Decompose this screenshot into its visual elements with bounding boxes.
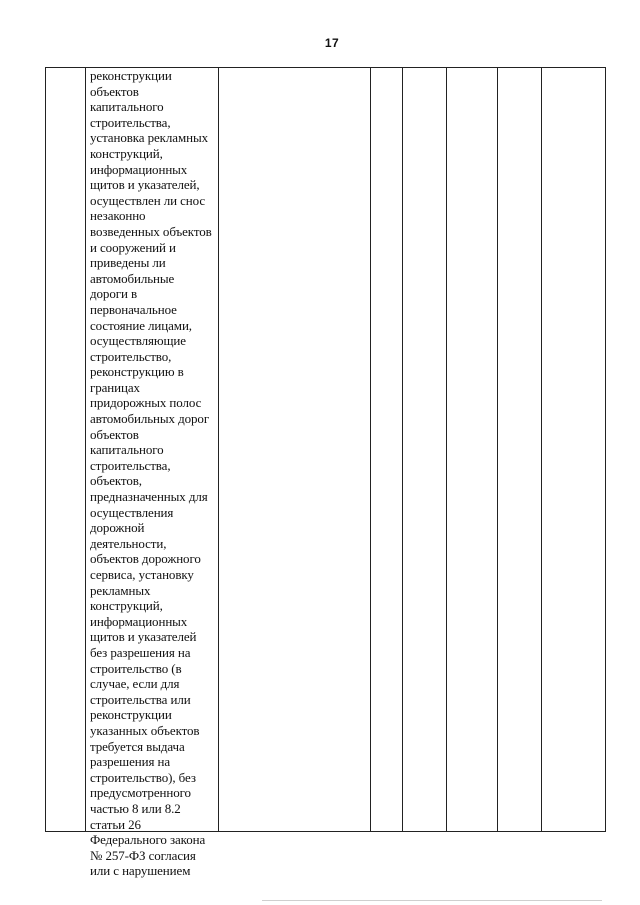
column-divider — [370, 68, 371, 831]
column-divider — [402, 68, 403, 831]
column-divider — [446, 68, 447, 831]
column-divider — [85, 68, 86, 831]
page-number: 17 — [324, 36, 340, 50]
document-table — [45, 67, 606, 879]
table-cell-text: реконструкции объектов капитального строительства, установка рекламных конструкций, информационных щитов и указателей, осуществлен ли снос незаконно возведенных объектов и сооружений и приведены ли автомобильные дороги в первоначальное состояние лицами, осуществляющие строительство, реконструкцию в границах придорожных полос автомобильных дорог объектов капитального строительства, объектов, предназначенных для осуществления дорожной деятельности, объектов дорожного сервиса, установку рекламных конструкций, информационных щитов и указателей без разрешения на строительство (в случае, если для строительства или реконструкции указанных объектов требуется выдача разрешения на строительство), без предусмотренного частью 8 или 8.2 статьи 26 Федерального закона № 257-ФЗ согласия или с нарушением — [90, 68, 212, 879]
column-divider — [541, 68, 542, 831]
scan-edge-line — [262, 900, 602, 901]
column-divider — [497, 68, 498, 831]
